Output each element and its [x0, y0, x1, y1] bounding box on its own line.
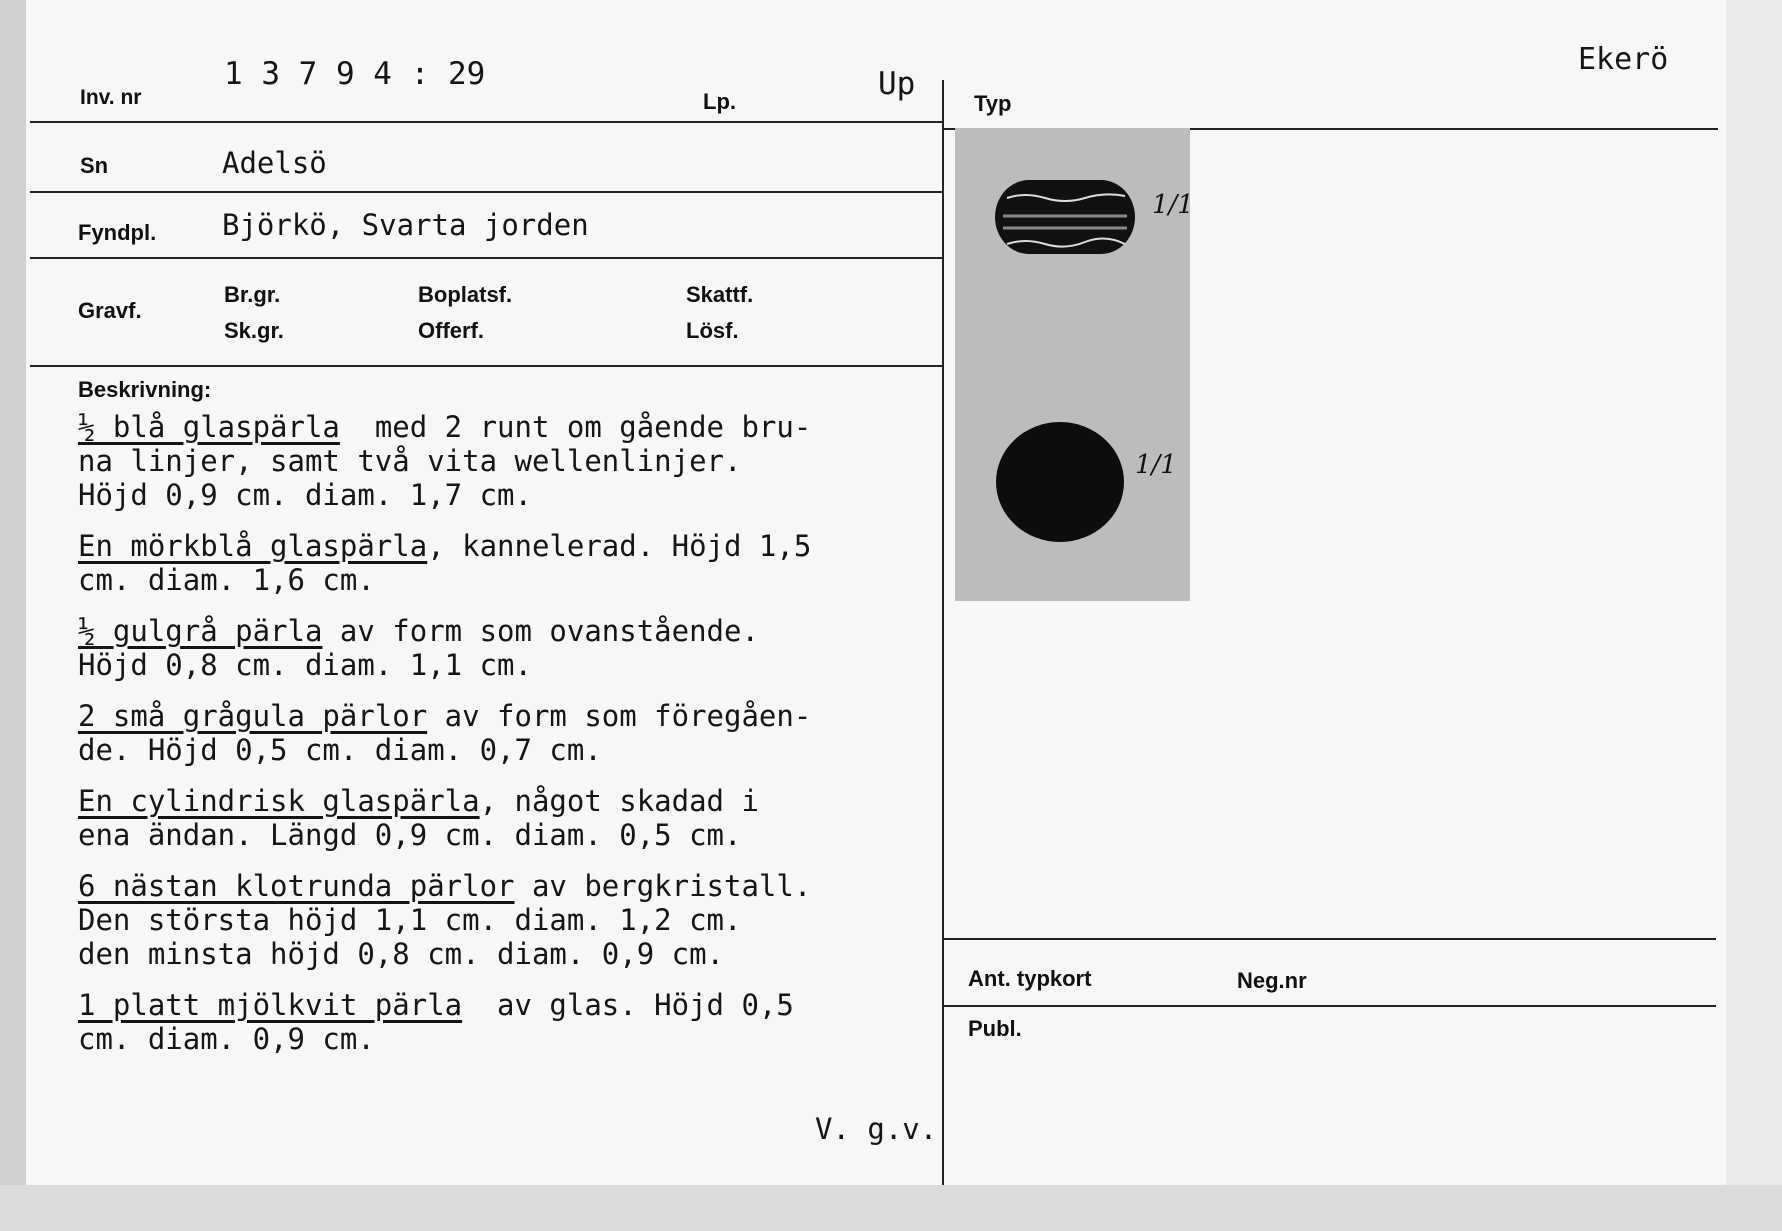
- neg-nr-label: Neg.nr: [1237, 968, 1307, 993]
- description-text: av form som ovanstående.: [322, 614, 759, 648]
- description-text: av bergkristall.: [514, 869, 812, 903]
- description-line: cm. diam. 1,6 cm.: [78, 563, 375, 597]
- scale-label-top: 1/1: [1152, 190, 1194, 220]
- lp-label: Lp.: [703, 89, 736, 114]
- object-name: 1 platt mjölkvit pärla: [78, 988, 463, 1022]
- description-line: den minsta höjd 0,8 cm. diam. 0,9 cm.: [78, 937, 725, 971]
- description-line: [78, 699, 948, 733]
- description-entry: [78, 988, 948, 1056]
- description-line: ena ändan. Längd 0,9 cm. diam. 0,5 cm.: [78, 818, 742, 852]
- card-edge-bottom: [0, 1185, 1782, 1231]
- boplatsf-label: Boplatsf.: [418, 282, 513, 307]
- description-entry: [78, 614, 948, 682]
- skattf-label: Skattf.: [686, 282, 754, 307]
- object-name: 6 nästan klotrunda pärlor: [78, 869, 515, 903]
- description-line: [78, 529, 948, 563]
- fyndpl-label: Fyndpl.: [78, 220, 157, 245]
- description-line: de. Höjd 0,5 cm. diam. 0,7 cm.: [78, 733, 602, 767]
- description-entry: [78, 529, 948, 597]
- object-name: ½ blå glaspärla: [78, 410, 340, 444]
- description-text: av form som föregåen-: [427, 699, 812, 733]
- description-line: [78, 614, 948, 648]
- rule-gravf: [30, 365, 944, 367]
- offerf-label: Offerf.: [418, 318, 484, 343]
- description-block: [78, 410, 948, 1073]
- description-entry: [78, 699, 948, 767]
- landskap-value: Up: [878, 66, 916, 102]
- fyndpl-value: Björkö, Svarta jorden: [222, 208, 589, 242]
- sn-value: Adelsö: [222, 146, 327, 180]
- ant-typkort-label: Ant. typkort: [968, 966, 1092, 991]
- publ-label: Publ.: [968, 1016, 1022, 1041]
- vgv-note: V. g.v.: [815, 1112, 938, 1146]
- description-line: Höjd 0,9 cm. diam. 1,7 cm.: [78, 478, 532, 512]
- description-line: Den största höjd 1,1 cm. diam. 1,2 cm.: [78, 903, 742, 937]
- description-line: [78, 410, 948, 444]
- description-entry: [78, 410, 948, 512]
- typ-label: Typ: [974, 91, 1012, 116]
- object-name: En mörkblå glaspärla: [78, 529, 428, 563]
- rule-fyndpl: [30, 257, 944, 259]
- losf-label: Lösf.: [686, 318, 739, 343]
- gravf-label: Gravf.: [78, 298, 142, 323]
- description-text: , kannelerad. Höjd 1,5: [427, 529, 812, 563]
- inv-nr-value: 1 3 7 9 4 : 29: [224, 56, 486, 92]
- rule-sn: [30, 191, 944, 193]
- sn-label: Sn: [80, 153, 109, 178]
- description-text: med 2 runt om gående bru-: [339, 410, 812, 444]
- skgr-label: Sk.gr.: [224, 318, 284, 343]
- beskrivning-label: Beskrivning:: [78, 377, 212, 402]
- rule-anttypkort: [944, 938, 1716, 940]
- description-entry: [78, 784, 948, 852]
- brgr-label: Br.gr.: [224, 282, 281, 307]
- object-name: 2 små grågula pärlor: [78, 699, 428, 733]
- object-name: ½ gulgrå pärla: [78, 614, 323, 648]
- description-line: [78, 869, 948, 903]
- round-bead-drawing: [996, 422, 1124, 542]
- description-text: , något skadad i: [479, 784, 759, 818]
- description-line: Höjd 0,8 cm. diam. 1,1 cm.: [78, 648, 532, 682]
- description-text: av glas. Höjd 0,5: [462, 988, 794, 1022]
- description-line: [78, 988, 948, 1022]
- description-entry: [78, 869, 948, 971]
- object-name: En cylindrisk glaspärla: [78, 784, 480, 818]
- inv-nr-label: Inv. nr: [80, 86, 142, 109]
- rule-publ: [944, 1005, 1716, 1007]
- rule-header: [30, 121, 944, 123]
- description-line: cm. diam. 0,9 cm.: [78, 1022, 375, 1056]
- description-line: [78, 784, 948, 818]
- card-edge-right: [1726, 0, 1782, 1231]
- description-line: na linjer, samt två vita wellenlinjer.: [78, 444, 742, 478]
- kommun-value: Ekerö: [1578, 42, 1669, 77]
- scale-label-bottom: 1/1: [1135, 450, 1177, 480]
